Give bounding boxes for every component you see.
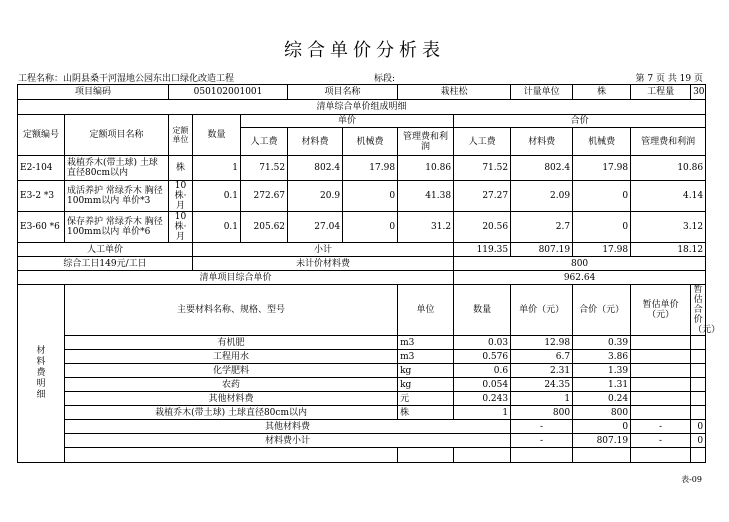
est-price xyxy=(631,406,691,420)
material-price: 1 xyxy=(511,392,573,406)
other-est-total: 0 xyxy=(691,420,706,434)
col-total-price: 合价 xyxy=(454,115,706,128)
machine-cost: 0 xyxy=(343,181,398,212)
col-unit-price: 单价 xyxy=(241,115,454,128)
material-qty: 0.03 xyxy=(454,336,511,350)
section-label: 标段: xyxy=(374,74,396,84)
material-cost: 802.4 xyxy=(288,156,343,181)
material-total: 1.39 xyxy=(573,364,631,378)
code-value: 050102001001 xyxy=(169,85,288,100)
material-unit: m3 xyxy=(398,350,454,364)
material-cost: 20.9 xyxy=(288,181,343,212)
col-material-total: 合价（元） xyxy=(573,285,631,336)
table-row xyxy=(18,448,706,463)
table-row xyxy=(18,285,706,336)
form-number: 表-09 xyxy=(681,475,702,484)
subtotal-label: 小计 xyxy=(193,243,454,257)
est-price xyxy=(631,336,691,350)
subtotal-material: 807.19 xyxy=(511,243,573,257)
col-material-qty: 数量 xyxy=(454,285,511,336)
table-row xyxy=(18,115,706,128)
total-material: 2.7 xyxy=(511,212,573,243)
col-total-material: 材料费 xyxy=(511,128,573,156)
material-qty: 0.054 xyxy=(454,378,511,392)
col-material-unit: 单位 xyxy=(398,285,454,336)
machine-cost: 0 xyxy=(343,212,398,243)
material-total: 3.86 xyxy=(573,350,631,364)
col-quantity: 数量 xyxy=(193,115,241,156)
col-machine: 机械费 xyxy=(343,128,398,156)
total-material: 2.09 xyxy=(511,181,573,212)
material-detail-side-label: 材料费明细 xyxy=(18,285,65,463)
quota-name: 成活养护 常绿乔木 胸径100mm以内 单价*3 xyxy=(65,181,169,212)
blank-cell xyxy=(691,448,706,463)
table-row xyxy=(18,212,706,243)
item-unit-price-value: 962.64 xyxy=(454,271,706,285)
subtotal-labor: 119.35 xyxy=(454,243,511,257)
mgmt-cost: 41.38 xyxy=(398,181,454,212)
est-total xyxy=(691,350,706,364)
table-row xyxy=(18,100,706,115)
material-qty: 1 xyxy=(454,406,511,420)
col-material-name: 主要材料名称、规格、型号 xyxy=(65,285,398,336)
material-name: 栽植乔木(带土球) 土球直径80cm以内 xyxy=(65,406,398,420)
list-item xyxy=(18,406,706,420)
quota-unit: 10株·月 xyxy=(169,181,193,212)
total-labor: 71.52 xyxy=(454,156,511,181)
table-row xyxy=(18,434,706,448)
material-price: 24.35 xyxy=(511,378,573,392)
total-machine: 17.98 xyxy=(573,156,631,181)
material-unit: 株 xyxy=(398,406,454,420)
total-mgmt: 3.12 xyxy=(631,212,706,243)
material-subtotal-est-price: - xyxy=(631,434,691,448)
machine-cost: 17.98 xyxy=(343,156,398,181)
list-item xyxy=(18,364,706,378)
unit-price-analysis-table xyxy=(17,84,721,463)
unit-value: 株 xyxy=(573,85,631,100)
material-unit: kg xyxy=(398,364,454,378)
material-price: 2.31 xyxy=(511,364,573,378)
other-material-label: 其他材料费 xyxy=(65,420,511,434)
quota-name: 保存养护 常绿乔木 胸径100mm以内 单价*6 xyxy=(65,212,169,243)
list-item xyxy=(18,350,706,364)
other-material-price: - xyxy=(511,420,573,434)
material-qty: 0.6 xyxy=(454,364,511,378)
blank-cell xyxy=(454,448,511,463)
material-price: 6.7 xyxy=(511,350,573,364)
est-total xyxy=(691,364,706,378)
est-total xyxy=(691,406,706,420)
unpriced-material-value: 800 xyxy=(454,257,706,271)
mgmt-cost: 10.86 xyxy=(398,156,454,181)
est-price xyxy=(631,364,691,378)
document-title: 综合单价分析表 xyxy=(284,40,445,61)
est-price xyxy=(631,378,691,392)
list-item xyxy=(18,378,706,392)
unit-label: 计量单位 xyxy=(511,85,573,100)
other-material-total: 0 xyxy=(573,420,631,434)
blank-cell xyxy=(398,448,454,463)
col-material-price: 单价（元） xyxy=(511,285,573,336)
blank-cell xyxy=(573,448,631,463)
material-qty: 0.243 xyxy=(454,392,511,406)
material-cost: 27.04 xyxy=(288,212,343,243)
list-item xyxy=(18,336,706,350)
material-name: 其他材料费 xyxy=(65,392,398,406)
total-labor: 20.56 xyxy=(454,212,511,243)
list-item xyxy=(18,392,706,406)
est-total xyxy=(691,392,706,406)
page-indicator: 第 7 页 共 19 页 xyxy=(635,74,703,84)
total-machine: 0 xyxy=(573,181,631,212)
material-total: 0.24 xyxy=(573,392,631,406)
labor-cost: 71.52 xyxy=(241,156,288,181)
section-title: 清单综合单价组成明细 xyxy=(18,100,706,115)
total-machine: 0 xyxy=(573,212,631,243)
name-label: 项目名称 xyxy=(288,85,398,100)
item-unit-price-label: 清单项目综合单价 xyxy=(18,271,454,285)
labor-unit-price-label: 人工单价 xyxy=(18,243,193,257)
quota-code: E3-2 *3 xyxy=(18,181,65,212)
material-total: 800 xyxy=(573,406,631,420)
quota-qty: 1 xyxy=(193,156,241,181)
blank-cell xyxy=(511,448,573,463)
material-unit: kg xyxy=(398,378,454,392)
labor-cost: 205.62 xyxy=(241,212,288,243)
material-name: 工程用水 xyxy=(65,350,398,364)
blank-cell xyxy=(631,448,691,463)
table-row xyxy=(18,243,706,257)
col-total-labor: 人工费 xyxy=(454,128,511,156)
quota-qty: 0.1 xyxy=(193,212,241,243)
quota-qty: 0.1 xyxy=(193,181,241,212)
col-quota-unit: 定额单位 xyxy=(169,115,193,156)
est-total xyxy=(691,378,706,392)
est-price xyxy=(631,392,691,406)
material-name: 有机肥 xyxy=(65,336,398,350)
subtotal-machine: 17.98 xyxy=(573,243,631,257)
table-row xyxy=(18,156,706,181)
wage-label: 综合工日149元/工日 xyxy=(18,257,193,271)
material-name: 农药 xyxy=(65,378,398,392)
other-est-price: - xyxy=(631,420,691,434)
table-row xyxy=(18,85,706,100)
material-total: 0.39 xyxy=(573,336,631,350)
quota-code: E2-104 xyxy=(18,156,65,181)
material-total: 1.31 xyxy=(573,378,631,392)
mgmt-cost: 31.2 xyxy=(398,212,454,243)
qty-value: 30 xyxy=(691,85,706,100)
quota-unit: 10株·月 xyxy=(169,212,193,243)
col-labor: 人工费 xyxy=(241,128,288,156)
qty-label: 工程量 xyxy=(631,85,691,100)
quota-unit: 株 xyxy=(169,156,193,181)
blank-cell xyxy=(65,448,398,463)
table-row xyxy=(18,181,706,212)
material-price: 800 xyxy=(511,406,573,420)
material-name: 化学肥料 xyxy=(65,364,398,378)
material-unit: 元 xyxy=(398,392,454,406)
table-row xyxy=(18,420,706,434)
col-total-mgmt: 管理费和利润 xyxy=(631,128,706,156)
col-material: 材料费 xyxy=(288,128,343,156)
unpriced-material-label: 未计价材料费 xyxy=(193,257,454,271)
col-total-machine: 机械费 xyxy=(573,128,631,156)
quota-code: E3-60 *6 xyxy=(18,212,65,243)
material-subtotal-label: 材料费小计 xyxy=(65,434,511,448)
material-price: 12.98 xyxy=(511,336,573,350)
total-mgmt: 4.14 xyxy=(631,181,706,212)
material-subtotal-price: - xyxy=(511,434,573,448)
material-subtotal-total: 807.19 xyxy=(573,434,631,448)
col-quota-code: 定额编号 xyxy=(18,115,65,156)
labor-cost: 272.67 xyxy=(241,181,288,212)
project-name: 工程名称：山阴县桑干河湿地公园东出口绿化改造工程 xyxy=(18,74,235,84)
table-row xyxy=(18,257,706,271)
subtotal-mgmt: 18.12 xyxy=(631,243,706,257)
total-labor: 27.27 xyxy=(454,181,511,212)
material-unit: m3 xyxy=(398,336,454,350)
col-est-price: 暂估单价（元） xyxy=(631,285,691,336)
material-qty: 0.576 xyxy=(454,350,511,364)
name-value: 栽柱松 xyxy=(398,85,511,100)
code-label: 项目编码 xyxy=(18,85,169,100)
quota-name: 栽植乔木(带土球) 土球直径80cm以内 xyxy=(65,156,169,181)
col-mgmt: 管理费和利润 xyxy=(398,128,454,156)
total-mgmt: 10.86 xyxy=(631,156,706,181)
est-price xyxy=(631,350,691,364)
table-row xyxy=(18,271,706,285)
total-material: 802.4 xyxy=(511,156,573,181)
est-total xyxy=(691,336,706,350)
material-subtotal-est-total: 0 xyxy=(691,434,706,448)
col-quota-name: 定额项目名称 xyxy=(65,115,169,156)
col-est-total: 暂估合价（元） xyxy=(691,285,706,336)
